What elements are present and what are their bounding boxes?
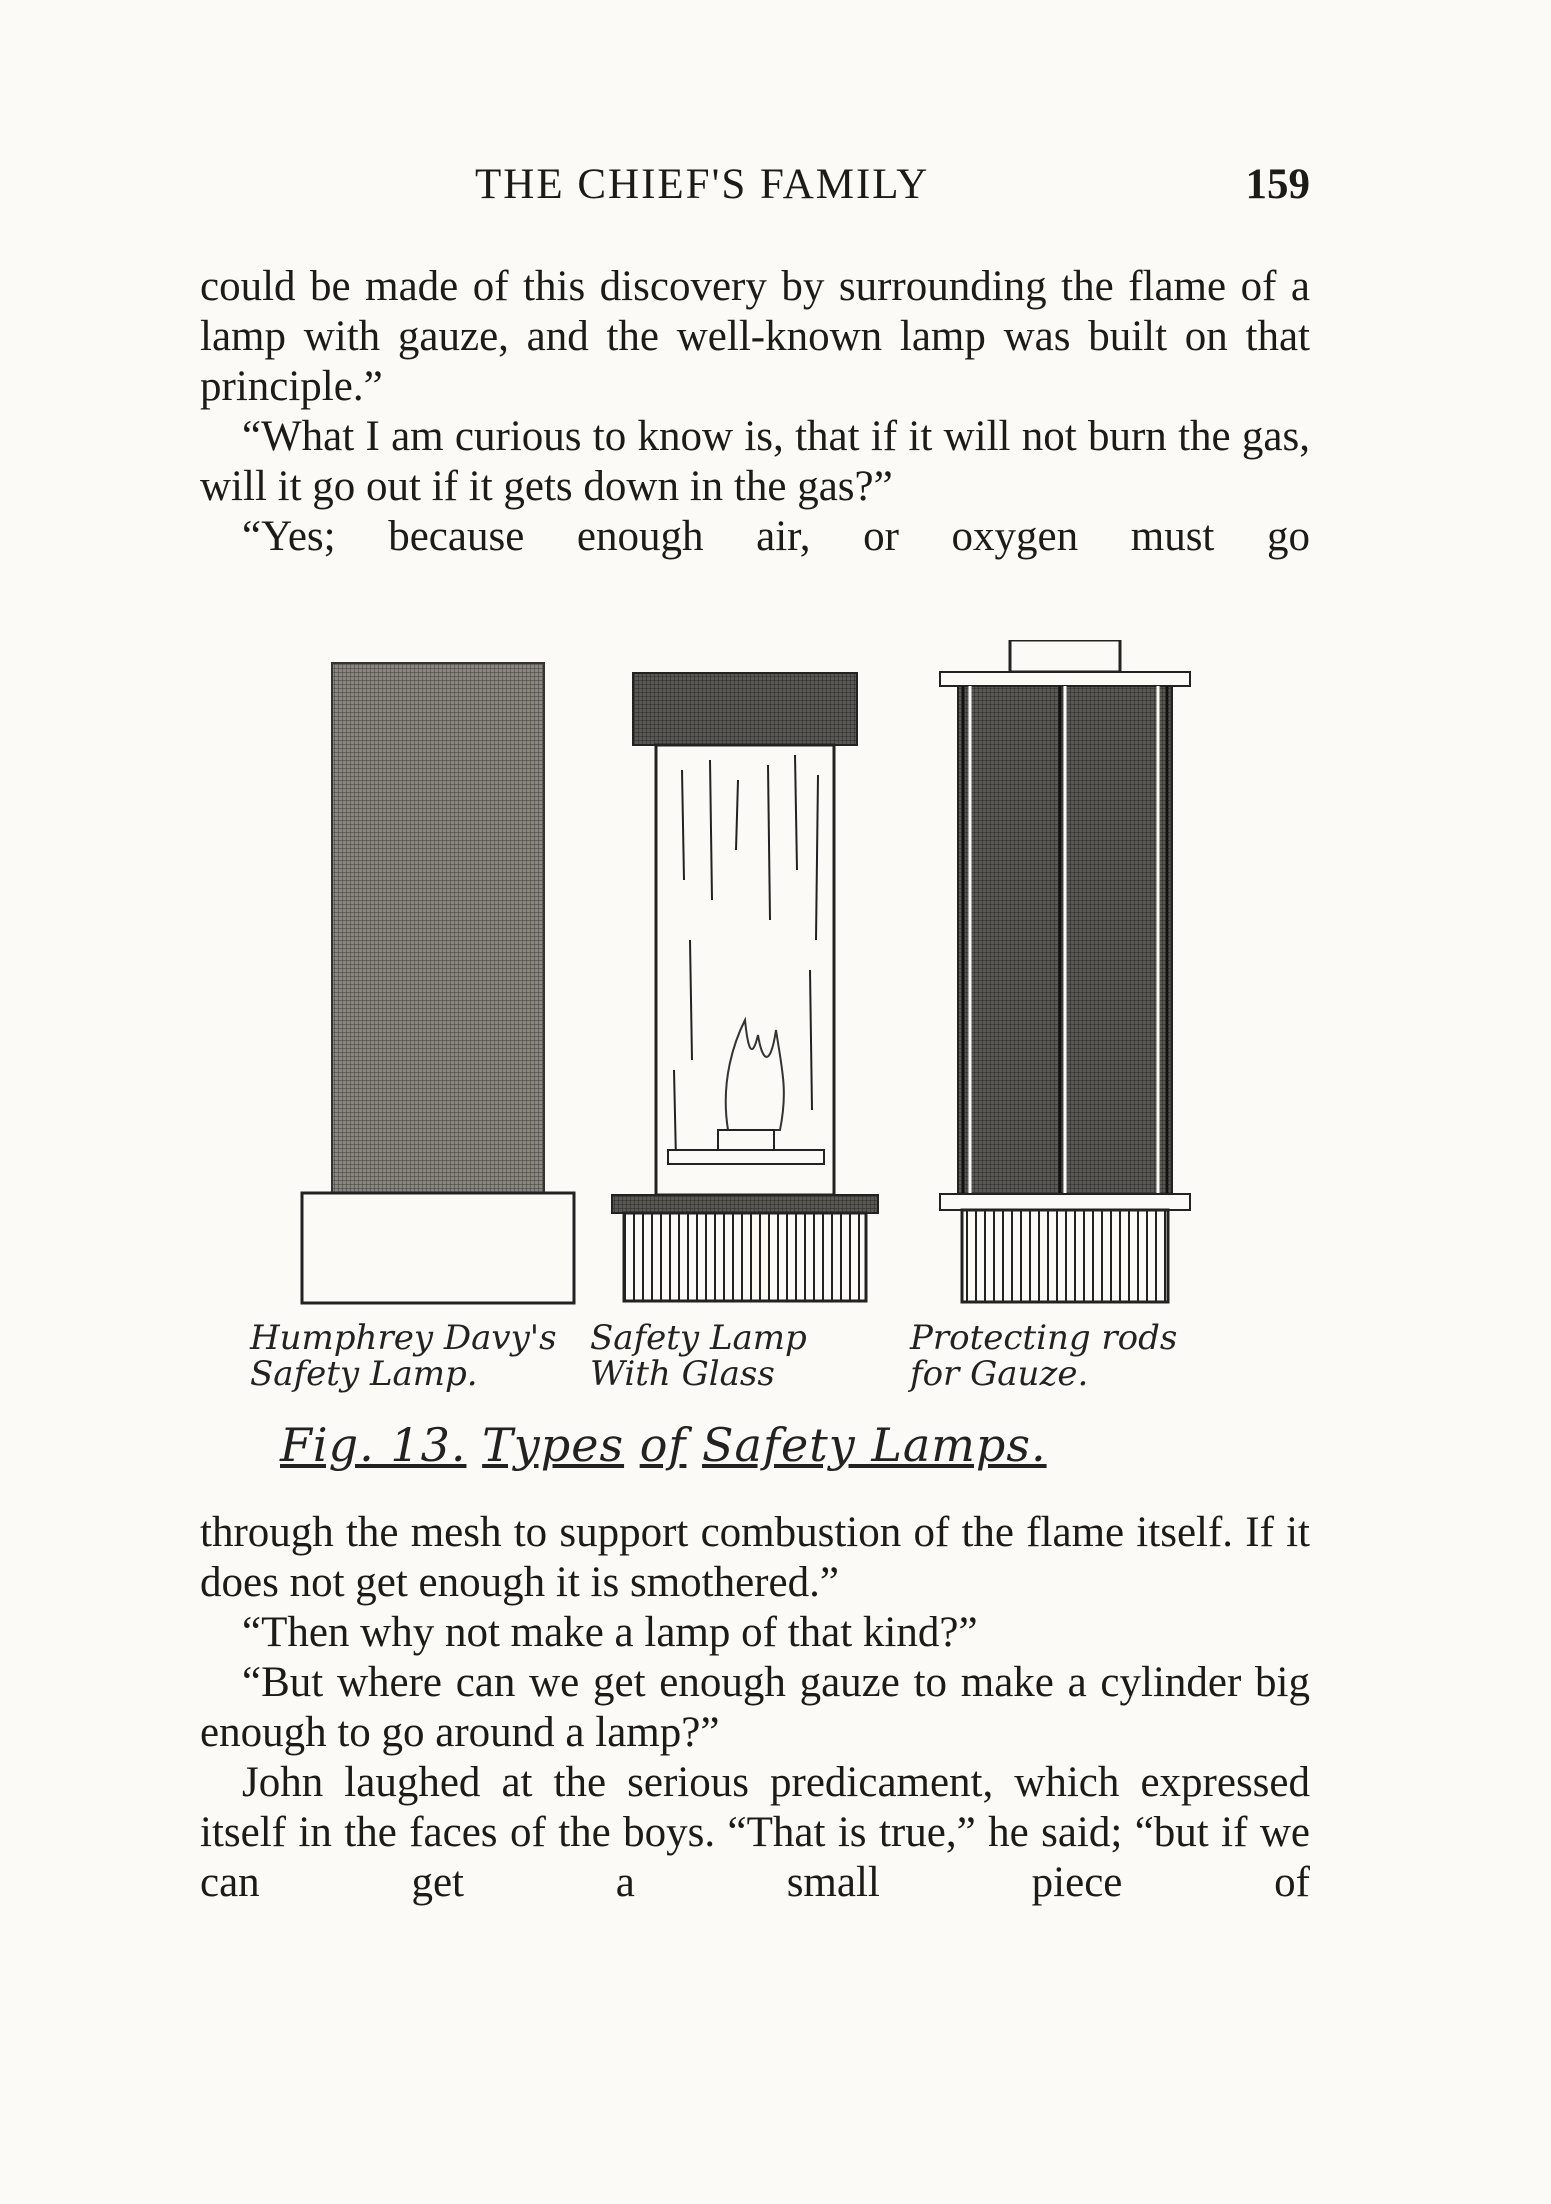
paragraph: “Then why not make a lamp of that kind?”	[242, 1609, 978, 1656]
figure-safety-lamps	[250, 640, 1250, 1472]
caption-davy-lamp	[250, 1320, 570, 1392]
running-title: THE CHIEF'S FAMILY	[475, 161, 930, 208]
caption-glass-lamp	[590, 1320, 890, 1392]
caption-line: Protecting rods	[910, 1318, 1178, 1358]
glass-lamp-drawing	[612, 673, 878, 1301]
paragraph: “Yes; because enough air, or oxygen must go	[242, 513, 1310, 560]
caption-line: for Gauze.	[910, 1354, 1089, 1394]
figure-title-word: of	[639, 1418, 687, 1472]
top-text-block	[200, 262, 1310, 562]
davy-lamp-drawing	[302, 663, 574, 1303]
caption-protecting-rods	[910, 1320, 1240, 1392]
paragraph: John laughed at the serious predicament, which expressed itself in the faces of the boys. “That is true,” he said; “but if we can get a small piece of	[200, 1759, 1310, 1906]
page-number: 159	[1245, 161, 1310, 208]
paragraph: “What I am curious to know is, that if it will not burn the gas, will it go out if it gets down in the gas?”	[200, 413, 1310, 510]
figure-title-word: Safety Lamps.	[702, 1418, 1047, 1472]
bottom-text-block	[200, 1508, 1310, 1908]
figure-title	[280, 1418, 1180, 1472]
figure-title-word: Types	[482, 1418, 625, 1472]
figure-number: Fig. 13.	[280, 1418, 467, 1472]
caption-line: Safety Lamp.	[250, 1354, 478, 1394]
rods-lamp-drawing	[940, 640, 1190, 1302]
caption-line: Safety Lamp	[590, 1318, 807, 1358]
paragraph: through the mesh to support combustion of the flame itself. If it does not get enough it is smothered.”	[200, 1509, 1310, 1606]
running-head	[200, 160, 1310, 220]
caption-line: With Glass	[590, 1354, 775, 1394]
paragraph: could be made of this discovery by surrounding the flame of a lamp with gauze, and the well-known lamp was built on that principle.”	[200, 263, 1310, 410]
paragraph: “But where can we get enough gauze to make a cylinder big enough to go around a lamp?”	[200, 1659, 1310, 1756]
safety-lamps-illustration	[290, 640, 1250, 1340]
caption-line: Humphrey Davy's	[250, 1318, 557, 1358]
